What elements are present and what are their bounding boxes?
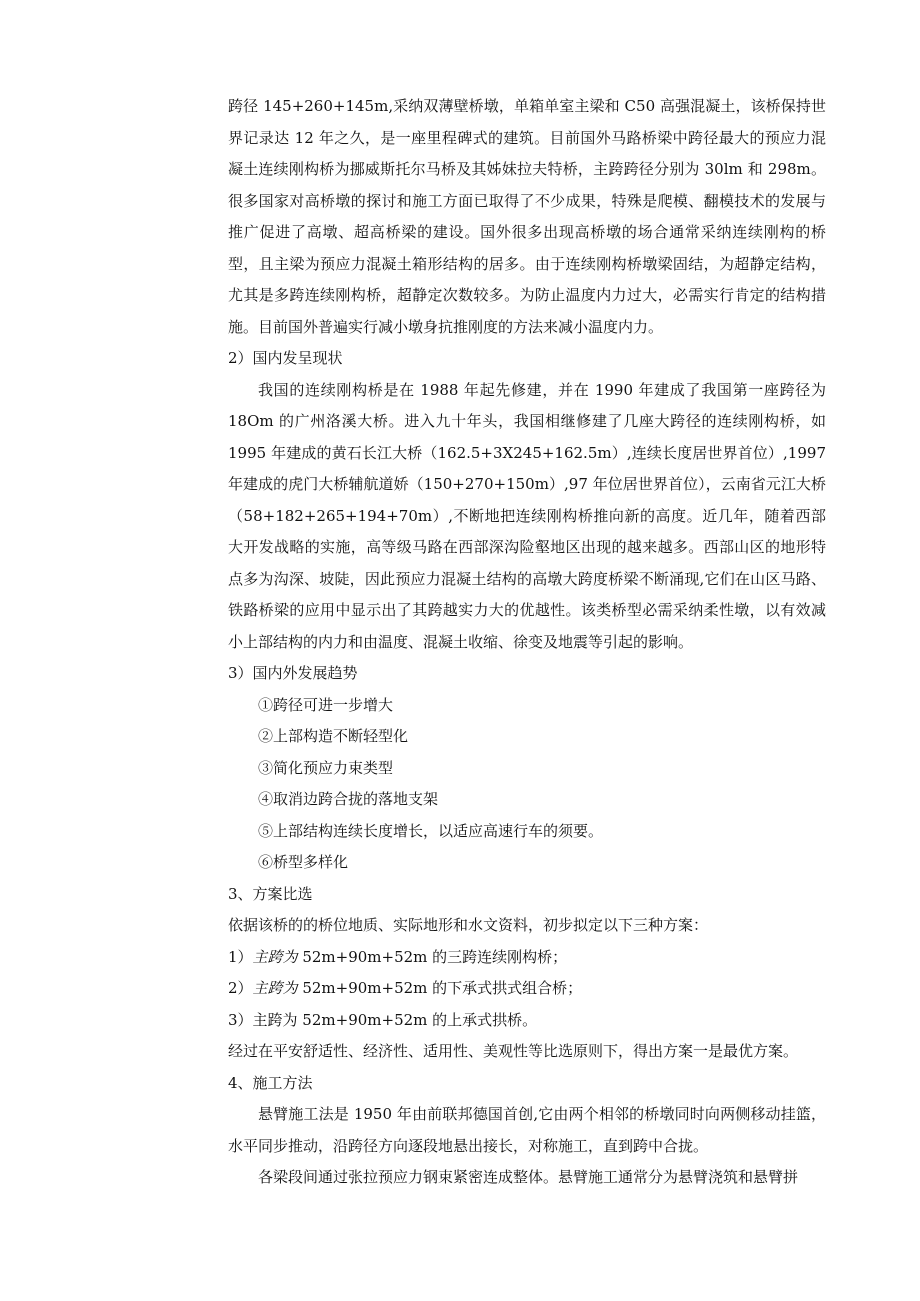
scheme-option-2	[228, 973, 826, 1005]
scheme-option-2-emphasis: 主跨为	[252, 979, 298, 997]
method-paragraph-2: 各梁段间通过张拉预应力钢束紧密连成整体。悬臂施工通常分为悬臂浇筑和悬臂拼	[258, 1168, 799, 1186]
trend-item: ①跨径可进一步增大	[258, 695, 394, 714]
trend-item: ②上部构造不断轻型化	[258, 727, 409, 745]
scheme-heading: 3、方案比选	[228, 884, 313, 903]
trend-item: ⑥桥型多样化	[258, 853, 349, 871]
method-paragraph-1: 悬臂施工法是 1950 年由前联邦德国首创,它由两个相邻的桥墩同时向两侧移动挂篮，水平同步推动，沿跨径方向逐段地悬出接长，对称施工，直到跨中合拢。	[228, 1105, 826, 1155]
trend-item: ③简化预应力束类型	[258, 758, 394, 777]
domestic-status-paragraph: 我国的连续刚构桥是在 1988 年起先修建，并在 1990 年建成了我国第一座跨径为 18Om 的广州洛溪大桥。进入九十年头，我国相继修建了几座大跨径的连续刚构桥，如 1995 年建成的黄石长江大桥（162.5+3X245+162.5m）,连续长度居世界首位）,1997 年建成的虎门大桥辅航道娇（150+270+150m）,97 年位居世界首位），云南省元江大桥（58+182+265+194+70m）,不断地把连续刚构桥推向新的高度。近几年，随着西部大开发战略的实施，高等级马路在西部深沟险壑地区出现的越来越多。西部山区的地形特点多为沟深、坡陡，因此预应力混凝土结构的高墩大跨度桥梁不断涌现,它们在山区马路、铁路桥梁的应用中显示出了其跨越实力大的优越性。该类桥型必需采纳柔性墩，以有效减小上部结构的内力和由温度、混凝土收缩、徐变及地震等引起的影响。	[228, 380, 826, 651]
intro-paragraph: 跨径 145+260+145m,采纳双薄壁桥墩，单箱单室主梁和 C50 高强混凝土，该桥保持世界记录达 12 年之久，是一座里程碑式的建筑。目前国外马路桥梁中跨径最大的预应力混凝土连续刚构桥为挪威斯托尔马桥及其姊妹拉夫特桥，主跨跨径分别为 30lm 和 298m。很多国家对高桥墩的探讨和施工方面已取得了不少成果，特殊是爬模、翻模技术的发展与推广促进了高墩、超高桥梁的建设。国外很多出现高桥墩的场合通常采纳连续刚构的桥型，且主梁为预应力混凝土箱形结构的居多。由于连续刚构桥墩梁固结，为超静定结构，尤其是多跨连续刚构桥，超静定次数较多。为防止温度内力过大，必需实行肯定的结构措施。目前国外普遍实行减小墩身抗推刚度的方法来减小温度内力。	[228, 97, 826, 336]
trend-list	[228, 690, 826, 879]
scheme-option-1-prefix: 1）	[228, 947, 253, 966]
method-heading: 4、施工方法	[228, 1073, 313, 1092]
scheme-option-2-prefix: 2）	[228, 979, 253, 997]
scheme-option-1-text: 52m+90m+52m 的三跨连续刚构桥；	[297, 947, 568, 966]
scheme-option-1-emphasis: 主跨为	[252, 947, 298, 966]
trend-item: ④取消边跨合拢的落地支架	[258, 790, 439, 808]
scheme-option-2-text: 52m+90m+52m 的下承式拱式组合桥；	[297, 979, 583, 997]
scheme-result-paragraph: 经过在平安舒适性、经济性、适用性、美观性等比选原则下，得出方案一是最优方案。	[228, 1042, 799, 1060]
domestic-status-heading: 2）国内发呈现状	[228, 349, 343, 367]
document-page	[228, 91, 826, 1194]
scheme-option-3: 3）主跨为 52m+90m+52m 的上承式拱桥。	[228, 1010, 538, 1029]
scheme-option-1	[228, 942, 826, 974]
trend-heading: 3）国内外发展趋势	[228, 664, 358, 682]
scheme-intro-paragraph: 依据该桥的的桥位地质、实际地形和水文资料，初步拟定以下三种方案：	[228, 916, 709, 934]
trend-item: ⑤上部结构连续长度增长，以适应高速行车的须要。	[258, 821, 604, 840]
